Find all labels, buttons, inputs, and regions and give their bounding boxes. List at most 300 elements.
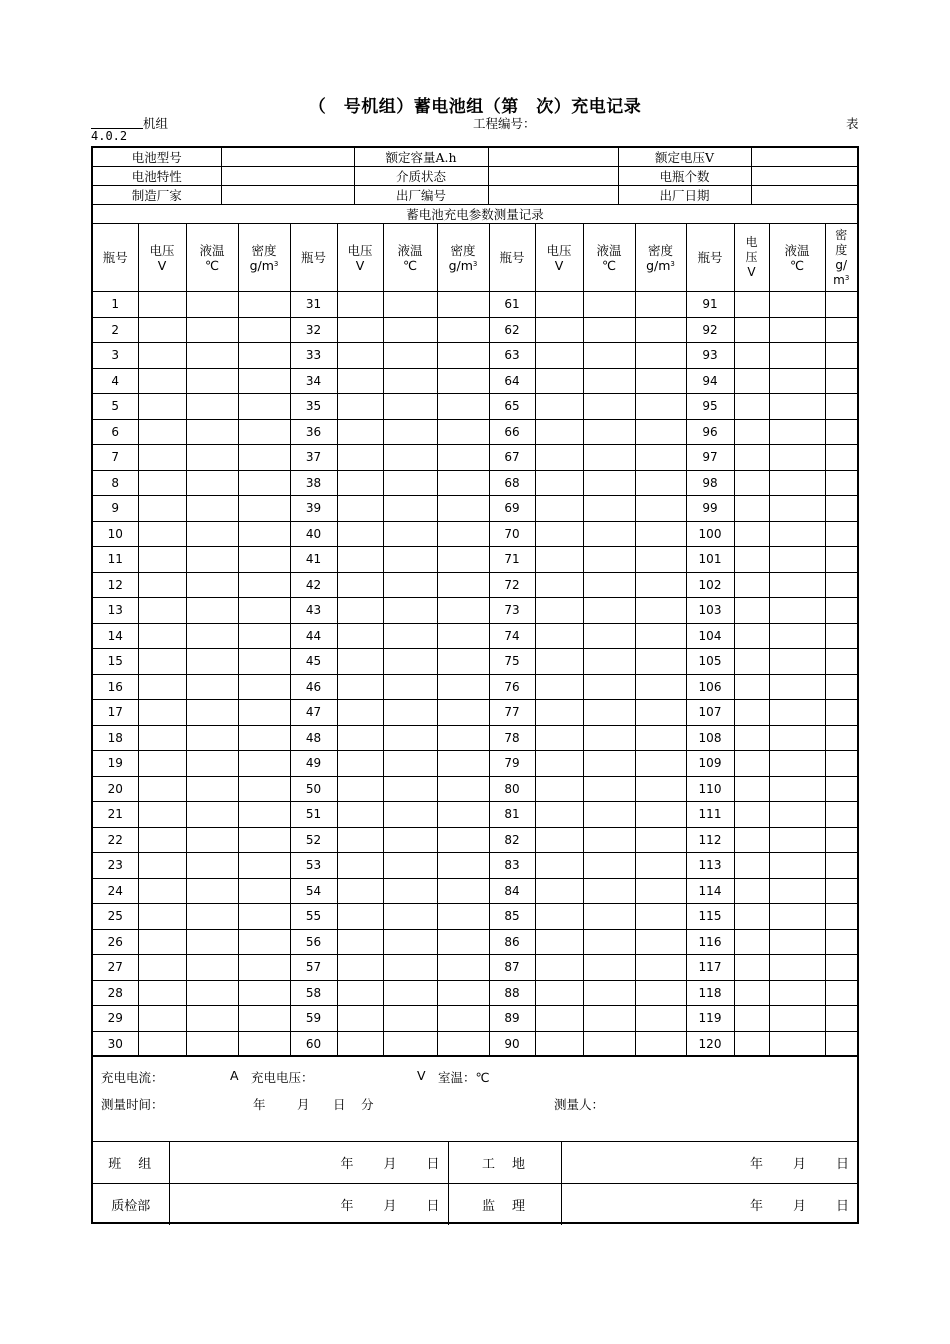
density-cell[interactable]	[238, 292, 290, 318]
temp-cell[interactable]	[383, 751, 437, 777]
signoff-site-date[interactable]	[561, 1142, 857, 1184]
density-cell[interactable]	[635, 496, 686, 522]
density-cell[interactable]	[437, 547, 489, 573]
value-rated-voltage[interactable]	[751, 148, 857, 167]
temp-cell[interactable]	[583, 445, 635, 471]
density-cell[interactable]	[238, 649, 290, 675]
voltage-cell[interactable]	[138, 394, 186, 420]
density-cell[interactable]	[437, 674, 489, 700]
temp-cell[interactable]	[186, 368, 238, 394]
temp-cell[interactable]	[383, 496, 437, 522]
density-cell[interactable]	[635, 827, 686, 853]
density-cell[interactable]	[635, 419, 686, 445]
temp-cell[interactable]	[583, 623, 635, 649]
voltage-cell[interactable]	[535, 623, 583, 649]
voltage-cell[interactable]	[138, 980, 186, 1006]
density-cell[interactable]	[437, 929, 489, 955]
temp-cell[interactable]	[769, 521, 825, 547]
density-cell[interactable]	[437, 853, 489, 879]
temp-cell[interactable]	[383, 470, 437, 496]
density-cell[interactable]	[437, 649, 489, 675]
density-cell[interactable]	[635, 394, 686, 420]
density-cell[interactable]	[238, 394, 290, 420]
voltage-cell[interactable]	[734, 674, 769, 700]
voltage-cell[interactable]	[138, 929, 186, 955]
temp-cell[interactable]	[186, 317, 238, 343]
voltage-cell[interactable]	[138, 292, 186, 318]
temp-cell[interactable]	[186, 419, 238, 445]
voltage-cell[interactable]	[535, 1006, 583, 1032]
voltage-cell[interactable]	[337, 878, 383, 904]
density-cell[interactable]	[437, 623, 489, 649]
temp-cell[interactable]	[186, 980, 238, 1006]
voltage-cell[interactable]	[734, 1031, 769, 1057]
temp-cell[interactable]	[186, 572, 238, 598]
density-cell[interactable]	[437, 904, 489, 930]
voltage-cell[interactable]	[138, 470, 186, 496]
voltage-cell[interactable]	[734, 623, 769, 649]
temp-cell[interactable]	[769, 725, 825, 751]
temp-cell[interactable]	[383, 674, 437, 700]
voltage-cell[interactable]	[337, 776, 383, 802]
density-cell[interactable]	[825, 470, 857, 496]
density-cell[interactable]	[238, 955, 290, 981]
value-manufacturer[interactable]	[221, 186, 354, 205]
voltage-cell[interactable]	[535, 317, 583, 343]
voltage-cell[interactable]	[138, 445, 186, 471]
temp-cell[interactable]	[769, 853, 825, 879]
temp-cell[interactable]	[769, 674, 825, 700]
density-cell[interactable]	[825, 674, 857, 700]
density-cell[interactable]	[635, 802, 686, 828]
density-cell[interactable]	[825, 751, 857, 777]
signoff-supervision-date[interactable]	[561, 1184, 857, 1226]
voltage-cell[interactable]	[138, 725, 186, 751]
signoff-team-date[interactable]	[169, 1142, 448, 1184]
voltage-cell[interactable]	[337, 547, 383, 573]
unit-blank[interactable]	[91, 116, 143, 129]
density-cell[interactable]	[437, 445, 489, 471]
temp-cell[interactable]	[583, 292, 635, 318]
voltage-cell[interactable]	[535, 853, 583, 879]
temp-cell[interactable]	[769, 598, 825, 624]
density-cell[interactable]	[238, 980, 290, 1006]
density-cell[interactable]	[825, 292, 857, 318]
density-cell[interactable]	[825, 827, 857, 853]
temp-cell[interactable]	[383, 853, 437, 879]
temp-cell[interactable]	[383, 700, 437, 726]
voltage-cell[interactable]	[337, 445, 383, 471]
voltage-cell[interactable]	[734, 521, 769, 547]
voltage-cell[interactable]	[734, 955, 769, 981]
voltage-cell[interactable]	[535, 419, 583, 445]
density-cell[interactable]	[635, 674, 686, 700]
voltage-cell[interactable]	[337, 1006, 383, 1032]
voltage-cell[interactable]	[734, 853, 769, 879]
voltage-cell[interactable]	[734, 598, 769, 624]
temp-cell[interactable]	[583, 419, 635, 445]
value-serial-number[interactable]	[488, 186, 618, 205]
voltage-cell[interactable]	[337, 343, 383, 369]
voltage-cell[interactable]	[337, 674, 383, 700]
density-cell[interactable]	[437, 980, 489, 1006]
density-cell[interactable]	[437, 496, 489, 522]
density-cell[interactable]	[238, 598, 290, 624]
temp-cell[interactable]	[186, 496, 238, 522]
temp-cell[interactable]	[186, 802, 238, 828]
temp-cell[interactable]	[583, 853, 635, 879]
voltage-cell[interactable]	[138, 674, 186, 700]
temp-cell[interactable]	[383, 878, 437, 904]
temp-cell[interactable]	[383, 598, 437, 624]
density-cell[interactable]	[238, 751, 290, 777]
temp-cell[interactable]	[583, 776, 635, 802]
voltage-cell[interactable]	[734, 700, 769, 726]
temp-cell[interactable]	[583, 649, 635, 675]
voltage-cell[interactable]	[337, 292, 383, 318]
density-cell[interactable]	[635, 368, 686, 394]
density-cell[interactable]	[437, 292, 489, 318]
voltage-cell[interactable]	[734, 343, 769, 369]
temp-cell[interactable]	[383, 980, 437, 1006]
temp-cell[interactable]	[383, 419, 437, 445]
density-cell[interactable]	[825, 878, 857, 904]
voltage-cell[interactable]	[337, 649, 383, 675]
voltage-cell[interactable]	[535, 980, 583, 1006]
voltage-cell[interactable]	[734, 929, 769, 955]
density-cell[interactable]	[635, 649, 686, 675]
temp-cell[interactable]	[186, 292, 238, 318]
voltage-cell[interactable]	[138, 955, 186, 981]
voltage-cell[interactable]	[734, 496, 769, 522]
temp-cell[interactable]	[769, 827, 825, 853]
voltage-cell[interactable]	[734, 572, 769, 598]
voltage-cell[interactable]	[337, 802, 383, 828]
voltage-cell[interactable]	[138, 904, 186, 930]
temp-cell[interactable]	[383, 725, 437, 751]
voltage-cell[interactable]	[734, 725, 769, 751]
voltage-cell[interactable]	[138, 343, 186, 369]
voltage-cell[interactable]	[138, 623, 186, 649]
density-cell[interactable]	[635, 317, 686, 343]
voltage-cell[interactable]	[138, 649, 186, 675]
density-cell[interactable]	[238, 496, 290, 522]
density-cell[interactable]	[825, 904, 857, 930]
temp-cell[interactable]	[583, 317, 635, 343]
temp-cell[interactable]	[186, 878, 238, 904]
temp-cell[interactable]	[383, 1031, 437, 1057]
voltage-cell[interactable]	[138, 368, 186, 394]
voltage-cell[interactable]	[535, 802, 583, 828]
density-cell[interactable]	[238, 317, 290, 343]
density-cell[interactable]	[238, 572, 290, 598]
temp-cell[interactable]	[583, 368, 635, 394]
temp-cell[interactable]	[769, 700, 825, 726]
temp-cell[interactable]	[186, 725, 238, 751]
density-cell[interactable]	[825, 929, 857, 955]
temp-cell[interactable]	[769, 470, 825, 496]
density-cell[interactable]	[238, 368, 290, 394]
voltage-cell[interactable]	[337, 394, 383, 420]
temp-cell[interactable]	[769, 623, 825, 649]
temp-cell[interactable]	[583, 980, 635, 1006]
voltage-cell[interactable]	[535, 368, 583, 394]
density-cell[interactable]	[238, 547, 290, 573]
temp-cell[interactable]	[583, 802, 635, 828]
voltage-cell[interactable]	[535, 929, 583, 955]
temp-cell[interactable]	[186, 547, 238, 573]
density-cell[interactable]	[635, 955, 686, 981]
temp-cell[interactable]	[186, 343, 238, 369]
voltage-cell[interactable]	[138, 572, 186, 598]
density-cell[interactable]	[635, 1031, 686, 1057]
temp-cell[interactable]	[583, 700, 635, 726]
voltage-cell[interactable]	[337, 419, 383, 445]
temp-cell[interactable]	[583, 955, 635, 981]
voltage-cell[interactable]	[138, 878, 186, 904]
density-cell[interactable]	[825, 419, 857, 445]
voltage-cell[interactable]	[138, 598, 186, 624]
temp-cell[interactable]	[769, 929, 825, 955]
temp-cell[interactable]	[383, 317, 437, 343]
voltage-cell[interactable]	[337, 496, 383, 522]
temp-cell[interactable]	[583, 343, 635, 369]
density-cell[interactable]	[635, 521, 686, 547]
temp-cell[interactable]	[186, 827, 238, 853]
temp-cell[interactable]	[383, 1006, 437, 1032]
voltage-cell[interactable]	[337, 598, 383, 624]
voltage-cell[interactable]	[337, 521, 383, 547]
temp-cell[interactable]	[769, 317, 825, 343]
density-cell[interactable]	[238, 827, 290, 853]
temp-cell[interactable]	[769, 496, 825, 522]
voltage-cell[interactable]	[138, 776, 186, 802]
voltage-cell[interactable]	[535, 572, 583, 598]
temp-cell[interactable]	[186, 649, 238, 675]
voltage-cell[interactable]	[535, 521, 583, 547]
voltage-cell[interactable]	[337, 827, 383, 853]
value-cell-count[interactable]	[751, 167, 857, 186]
density-cell[interactable]	[825, 853, 857, 879]
temp-cell[interactable]	[383, 394, 437, 420]
density-cell[interactable]	[825, 598, 857, 624]
voltage-cell[interactable]	[138, 853, 186, 879]
voltage-cell[interactable]	[535, 878, 583, 904]
density-cell[interactable]	[635, 776, 686, 802]
voltage-cell[interactable]	[138, 700, 186, 726]
density-cell[interactable]	[635, 470, 686, 496]
temp-cell[interactable]	[769, 878, 825, 904]
density-cell[interactable]	[825, 802, 857, 828]
voltage-cell[interactable]	[535, 598, 583, 624]
voltage-cell[interactable]	[734, 445, 769, 471]
voltage-cell[interactable]	[138, 751, 186, 777]
voltage-cell[interactable]	[535, 292, 583, 318]
temp-cell[interactable]	[383, 929, 437, 955]
temp-cell[interactable]	[383, 445, 437, 471]
voltage-cell[interactable]	[138, 1031, 186, 1057]
temp-cell[interactable]	[583, 751, 635, 777]
voltage-cell[interactable]	[337, 470, 383, 496]
temp-cell[interactable]	[769, 572, 825, 598]
value-manufacture-date[interactable]	[751, 186, 857, 205]
temp-cell[interactable]	[583, 1006, 635, 1032]
temp-cell[interactable]	[186, 929, 238, 955]
density-cell[interactable]	[238, 445, 290, 471]
voltage-cell[interactable]	[734, 878, 769, 904]
density-cell[interactable]	[635, 598, 686, 624]
temp-cell[interactable]	[383, 649, 437, 675]
voltage-cell[interactable]	[734, 317, 769, 343]
temp-cell[interactable]	[186, 1006, 238, 1032]
voltage-cell[interactable]	[734, 649, 769, 675]
temp-cell[interactable]	[383, 904, 437, 930]
voltage-cell[interactable]	[734, 802, 769, 828]
density-cell[interactable]	[437, 878, 489, 904]
voltage-cell[interactable]	[337, 700, 383, 726]
density-cell[interactable]	[238, 419, 290, 445]
density-cell[interactable]	[635, 292, 686, 318]
voltage-cell[interactable]	[535, 1031, 583, 1057]
voltage-cell[interactable]	[337, 955, 383, 981]
density-cell[interactable]	[238, 802, 290, 828]
density-cell[interactable]	[238, 929, 290, 955]
voltage-cell[interactable]	[535, 496, 583, 522]
temp-cell[interactable]	[186, 623, 238, 649]
density-cell[interactable]	[437, 955, 489, 981]
density-cell[interactable]	[437, 725, 489, 751]
temp-cell[interactable]	[583, 1031, 635, 1057]
density-cell[interactable]	[635, 700, 686, 726]
density-cell[interactable]	[825, 1006, 857, 1032]
voltage-cell[interactable]	[734, 419, 769, 445]
voltage-cell[interactable]	[535, 827, 583, 853]
temp-cell[interactable]	[583, 929, 635, 955]
temp-cell[interactable]	[186, 776, 238, 802]
voltage-cell[interactable]	[535, 955, 583, 981]
density-cell[interactable]	[635, 1006, 686, 1032]
density-cell[interactable]	[437, 751, 489, 777]
temp-cell[interactable]	[186, 445, 238, 471]
density-cell[interactable]	[238, 904, 290, 930]
density-cell[interactable]	[437, 1006, 489, 1032]
voltage-cell[interactable]	[734, 980, 769, 1006]
density-cell[interactable]	[825, 980, 857, 1006]
value-rated-capacity[interactable]	[488, 148, 618, 167]
density-cell[interactable]	[635, 929, 686, 955]
temp-cell[interactable]	[583, 725, 635, 751]
value-battery-characteristic[interactable]	[221, 167, 354, 186]
temp-cell[interactable]	[583, 547, 635, 573]
density-cell[interactable]	[238, 623, 290, 649]
voltage-cell[interactable]	[535, 470, 583, 496]
density-cell[interactable]	[635, 445, 686, 471]
voltage-cell[interactable]	[337, 317, 383, 343]
temp-cell[interactable]	[383, 368, 437, 394]
temp-cell[interactable]	[583, 674, 635, 700]
temp-cell[interactable]	[383, 776, 437, 802]
density-cell[interactable]	[825, 1031, 857, 1057]
voltage-cell[interactable]	[138, 547, 186, 573]
temp-cell[interactable]	[769, 980, 825, 1006]
density-cell[interactable]	[635, 878, 686, 904]
temp-cell[interactable]	[583, 904, 635, 930]
density-cell[interactable]	[437, 368, 489, 394]
voltage-cell[interactable]	[535, 776, 583, 802]
temp-cell[interactable]	[186, 751, 238, 777]
temp-cell[interactable]	[186, 955, 238, 981]
density-cell[interactable]	[238, 1031, 290, 1057]
density-cell[interactable]	[437, 419, 489, 445]
density-cell[interactable]	[437, 1031, 489, 1057]
temp-cell[interactable]	[383, 521, 437, 547]
voltage-cell[interactable]	[734, 368, 769, 394]
density-cell[interactable]	[437, 598, 489, 624]
temp-cell[interactable]	[769, 802, 825, 828]
voltage-cell[interactable]	[337, 368, 383, 394]
density-cell[interactable]	[635, 572, 686, 598]
density-cell[interactable]	[437, 700, 489, 726]
density-cell[interactable]	[238, 725, 290, 751]
voltage-cell[interactable]	[734, 470, 769, 496]
density-cell[interactable]	[437, 802, 489, 828]
temp-cell[interactable]	[583, 521, 635, 547]
density-cell[interactable]	[825, 547, 857, 573]
temp-cell[interactable]	[186, 598, 238, 624]
temp-cell[interactable]	[583, 496, 635, 522]
density-cell[interactable]	[635, 725, 686, 751]
voltage-cell[interactable]	[535, 674, 583, 700]
density-cell[interactable]	[825, 776, 857, 802]
density-cell[interactable]	[635, 751, 686, 777]
temp-cell[interactable]	[769, 904, 825, 930]
signoff-qc-date[interactable]	[169, 1184, 448, 1226]
temp-cell[interactable]	[186, 470, 238, 496]
voltage-cell[interactable]	[138, 521, 186, 547]
density-cell[interactable]	[437, 394, 489, 420]
density-cell[interactable]	[635, 343, 686, 369]
voltage-cell[interactable]	[535, 725, 583, 751]
density-cell[interactable]	[825, 623, 857, 649]
voltage-cell[interactable]	[535, 343, 583, 369]
temp-cell[interactable]	[383, 623, 437, 649]
temp-cell[interactable]	[769, 343, 825, 369]
voltage-cell[interactable]	[337, 725, 383, 751]
voltage-cell[interactable]	[734, 394, 769, 420]
voltage-cell[interactable]	[734, 904, 769, 930]
density-cell[interactable]	[825, 700, 857, 726]
density-cell[interactable]	[437, 827, 489, 853]
density-cell[interactable]	[238, 470, 290, 496]
temp-cell[interactable]	[583, 394, 635, 420]
temp-cell[interactable]	[769, 445, 825, 471]
density-cell[interactable]	[825, 394, 857, 420]
temp-cell[interactable]	[583, 572, 635, 598]
voltage-cell[interactable]	[535, 445, 583, 471]
density-cell[interactable]	[437, 317, 489, 343]
voltage-cell[interactable]	[337, 572, 383, 598]
temp-cell[interactable]	[769, 1006, 825, 1032]
voltage-cell[interactable]	[734, 827, 769, 853]
temp-cell[interactable]	[383, 343, 437, 369]
density-cell[interactable]	[825, 368, 857, 394]
density-cell[interactable]	[635, 547, 686, 573]
voltage-cell[interactable]	[138, 802, 186, 828]
temp-cell[interactable]	[583, 598, 635, 624]
temp-cell[interactable]	[769, 419, 825, 445]
density-cell[interactable]	[635, 904, 686, 930]
density-cell[interactable]	[825, 521, 857, 547]
